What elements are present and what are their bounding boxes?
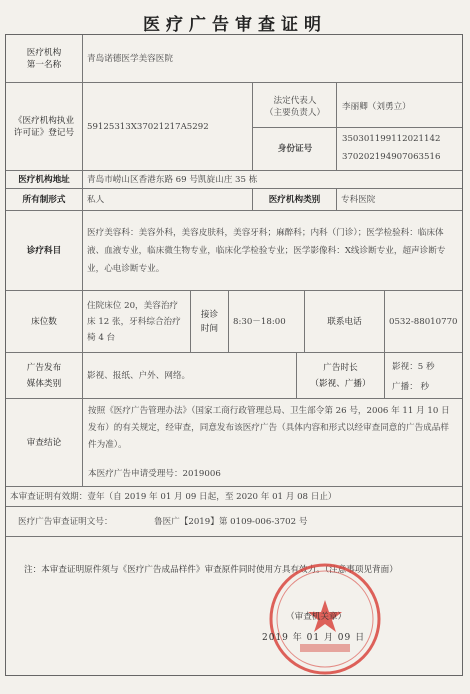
phone-value: 0532-88010770 — [389, 316, 458, 327]
address-label: 医疗机构地址 — [6, 171, 83, 188]
legal-rep-label: 法定代表人 （主要负责人） — [264, 96, 326, 118]
row-ownership — [6, 189, 462, 211]
subjects-value: 医疗美容科：美容外科，美容皮肤科，美容牙科；麻醉科；内科（门诊）；医学检验科：临床体液、血液专业，临床微生物专业，临床化学检验专业；医学影像科：X线诊断专业，超声诊断专业，心电诊断专业。 — [87, 227, 446, 274]
divider — [253, 127, 462, 128]
subjects-label: 诊疗科目 — [6, 211, 83, 290]
duration-label: 广告时长 （影视、广播） — [297, 353, 385, 398]
hours-value: 8:30－18:00 — [229, 291, 305, 352]
duration-video: 影视：5 秒 — [392, 362, 435, 372]
legal-rep-value: 李丽卿（刘勇立） — [342, 102, 411, 112]
hours-label: 接诊 时间 — [191, 291, 229, 352]
ownership-label: 所有制形式 — [6, 189, 83, 210]
row-notes — [6, 537, 462, 675]
row-validity — [6, 487, 462, 507]
footnote: 注：本审查证明原件须与《医疗广告成品样件》审查原件同时使用方具有效力。（注意事项见背面） — [24, 565, 398, 575]
beds-label: 床位数 — [6, 291, 83, 352]
row-media — [6, 353, 462, 399]
org-name-value: 青岛诺德医学美容医院 — [87, 53, 173, 64]
row-subjects — [6, 211, 462, 291]
media-label: 广告发布 媒体类别 — [6, 353, 83, 398]
id-label: 身份证号 — [277, 144, 313, 154]
license-label: 《医疗机构执业 许可证》登记号 — [6, 83, 83, 170]
media-value: 影视、报纸、户外、网络。 — [83, 353, 297, 398]
ownership-value: 私人 — [83, 189, 253, 210]
duration-radio: 广播： 秒 — [392, 382, 430, 392]
beds-value: 住院床位 20，美容治疗床 12 张，牙科综合治疗椅 4 台 — [83, 291, 191, 352]
org-name-label: 医疗机构 第一名称 — [6, 35, 83, 82]
address-value: 青岛市崂山区香港东路 69 号凯旋山庄 35 栋 — [87, 174, 258, 185]
conclusion-value: 按照《医疗广告管理办法》（国家工商行政管理总局、卫生部令第 26 号，2006 年 11 月 10 日发布）的有关规定，经审查，同意发布该医疗广告（具体内容和形式以经审查同意的广告成品样件为准）。 — [88, 406, 450, 450]
row-cert-number — [6, 507, 462, 537]
conclusion-label: 审查结论 — [6, 399, 83, 486]
category-label: 医疗机构类别 — [253, 189, 337, 210]
row-conclusion — [6, 399, 462, 487]
row-address — [6, 171, 462, 189]
page-title: 医疗广告审查证明 — [143, 15, 327, 35]
row-org-name — [6, 35, 462, 83]
validity: 本审查证明有效期：壹年（自 2019 年 01 月 09 日起，至 2020 年 01 月 08 日止） — [10, 492, 337, 502]
sign-date: 2019 年 01 月 09 日 — [262, 633, 366, 643]
accept-number: 本医疗广告申请受理号：2019006 — [88, 469, 221, 479]
id-value-1: 350301199112021142 — [342, 134, 441, 144]
cert-number: 鲁医广【2019】第 0109-006-3702 号 — [154, 517, 308, 527]
cert-number-label: 医疗广告审查证明文号： — [18, 517, 113, 527]
certificate-table — [5, 34, 463, 676]
signer-label: （审查机关章） — [286, 612, 347, 622]
license-value: 59125313X37021217A5292 — [83, 83, 253, 170]
row-license — [6, 83, 462, 171]
phone-label: 联系电话 — [305, 291, 385, 352]
row-beds — [6, 291, 462, 353]
id-value-2: 370202194907063516 — [342, 152, 441, 162]
category-value: 专科医院 — [341, 194, 376, 205]
